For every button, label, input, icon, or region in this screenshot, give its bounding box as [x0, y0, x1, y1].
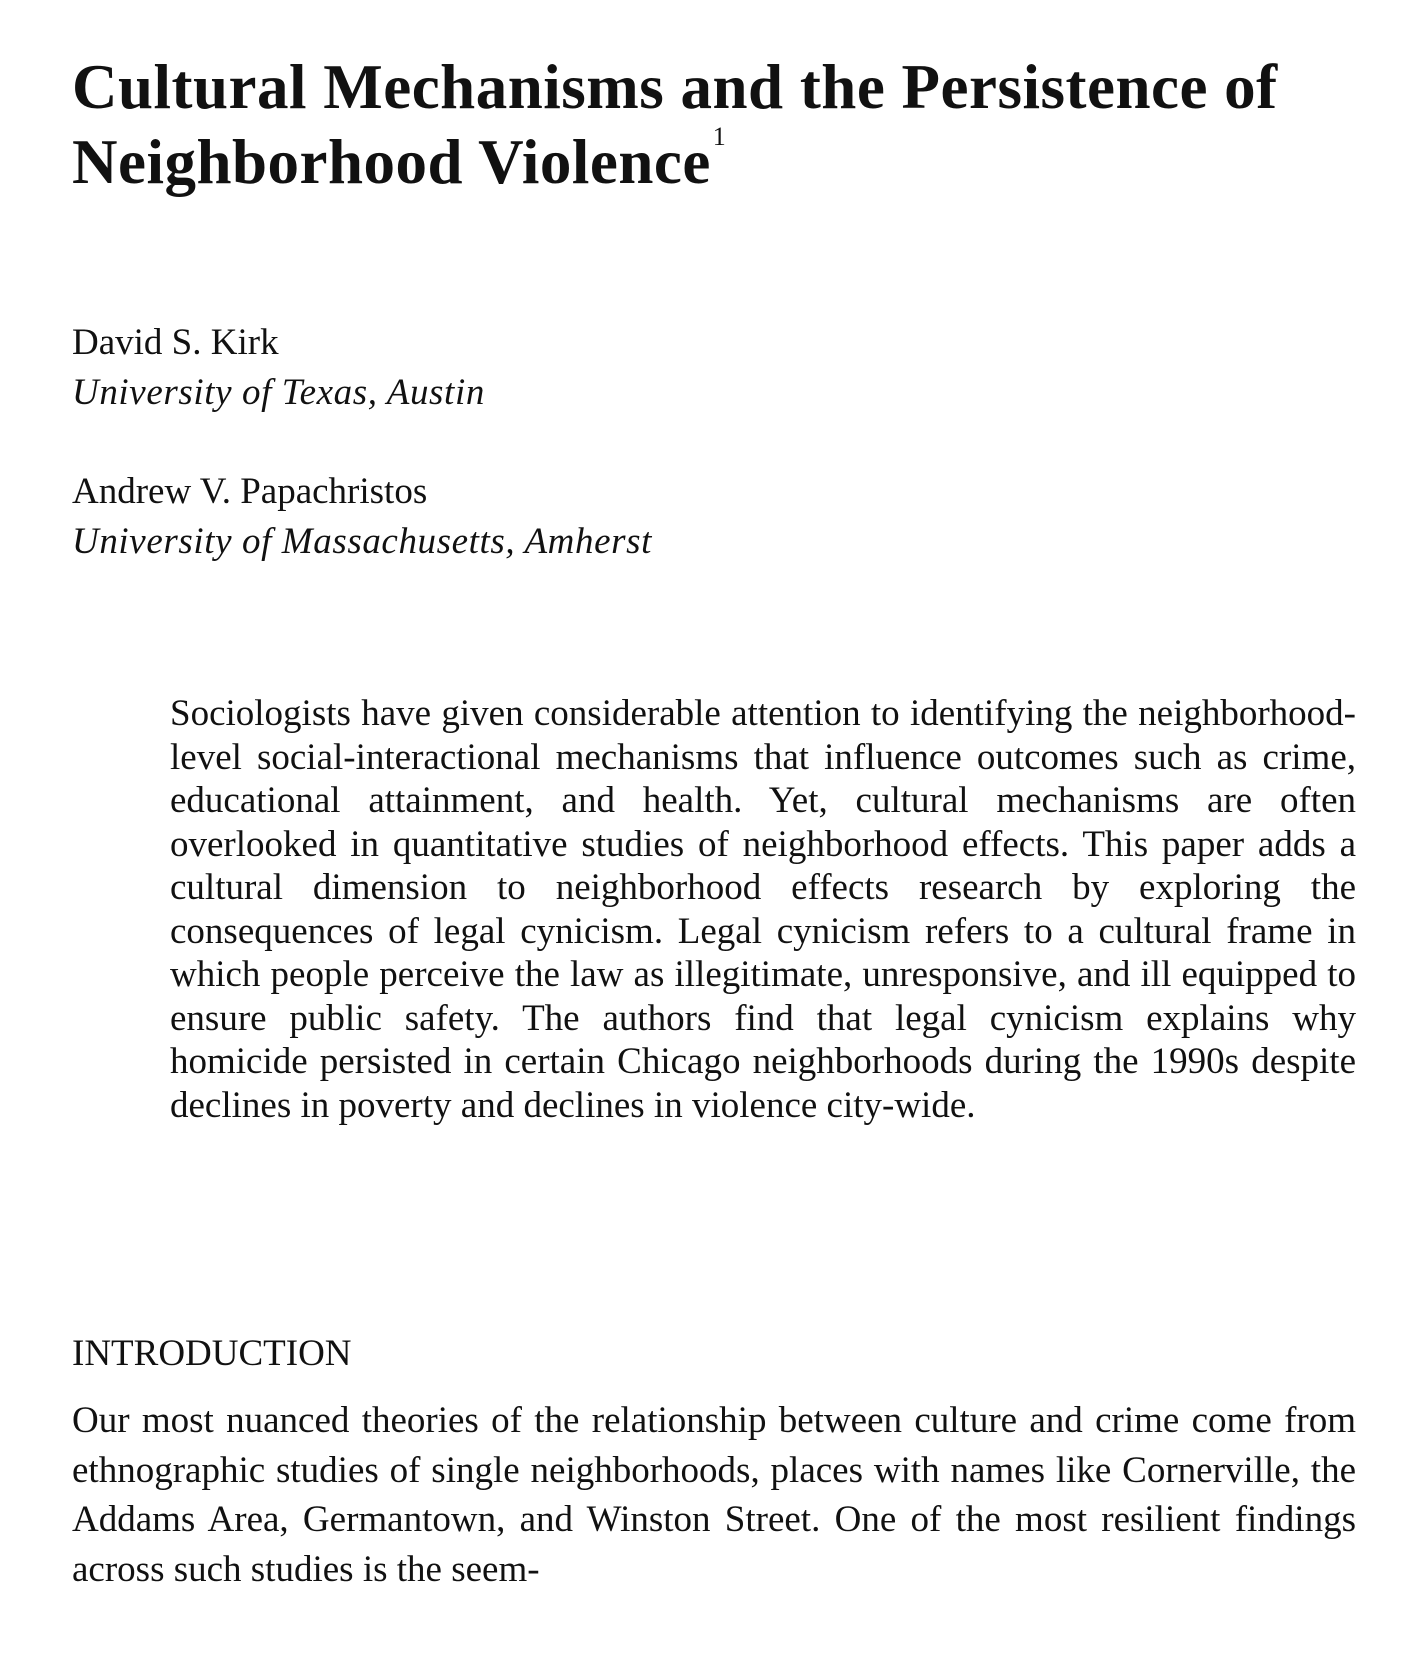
paper-title [72, 50, 1352, 200]
author-block-1 [72, 318, 485, 418]
introduction-paragraph: Our most nuanced theories of the relationship between culture and crime come from ethnographic studies of single neighborhoods, places with names like Cornerville, the Addams Area, Germantown, and Winston Street. One of the most resilient findings across such studies is the seem- [72, 1400, 1356, 1590]
author-affiliation: University of Massachusetts, Amherst [72, 521, 652, 562]
author-name: David S. Kirk [72, 322, 279, 363]
author-block-2 [72, 467, 652, 567]
author-name: Andrew V. Papachristos [72, 471, 428, 512]
author-affiliation: University of Texas, Austin [72, 372, 485, 413]
abstract: Sociologists have given considerable attention to identifying the neighborhood-level social-interactional mechanisms that influence outcomes such as crime, educational attainment, and health. Yet, cultural mechanisms are often overlooked in quantitative studies of neighborhood effects. This paper adds a cultural dimension to neighborhood effects research by exploring the consequences of legal cynicism. Legal cynicism refers to a cultural frame in which people perceive the law as illegitimate, unresponsive, and ill equipped to ensure public safety. The authors find that legal cynicism explains why homicide persisted in certain Chicago neighborhoods during the 1990s despite declines in poverty and declines in violence city-wide. [170, 693, 1356, 1126]
title-line-2-text: Neighborhood Violence [72, 127, 711, 197]
title-line-1: Cultural Mechanisms and the Persistence of [72, 52, 1278, 122]
section-heading-introduction: INTRODUCTION [72, 1333, 352, 1374]
title-line-2 [72, 122, 1352, 200]
title-footnote-marker[interactable]: 1 [712, 122, 727, 151]
